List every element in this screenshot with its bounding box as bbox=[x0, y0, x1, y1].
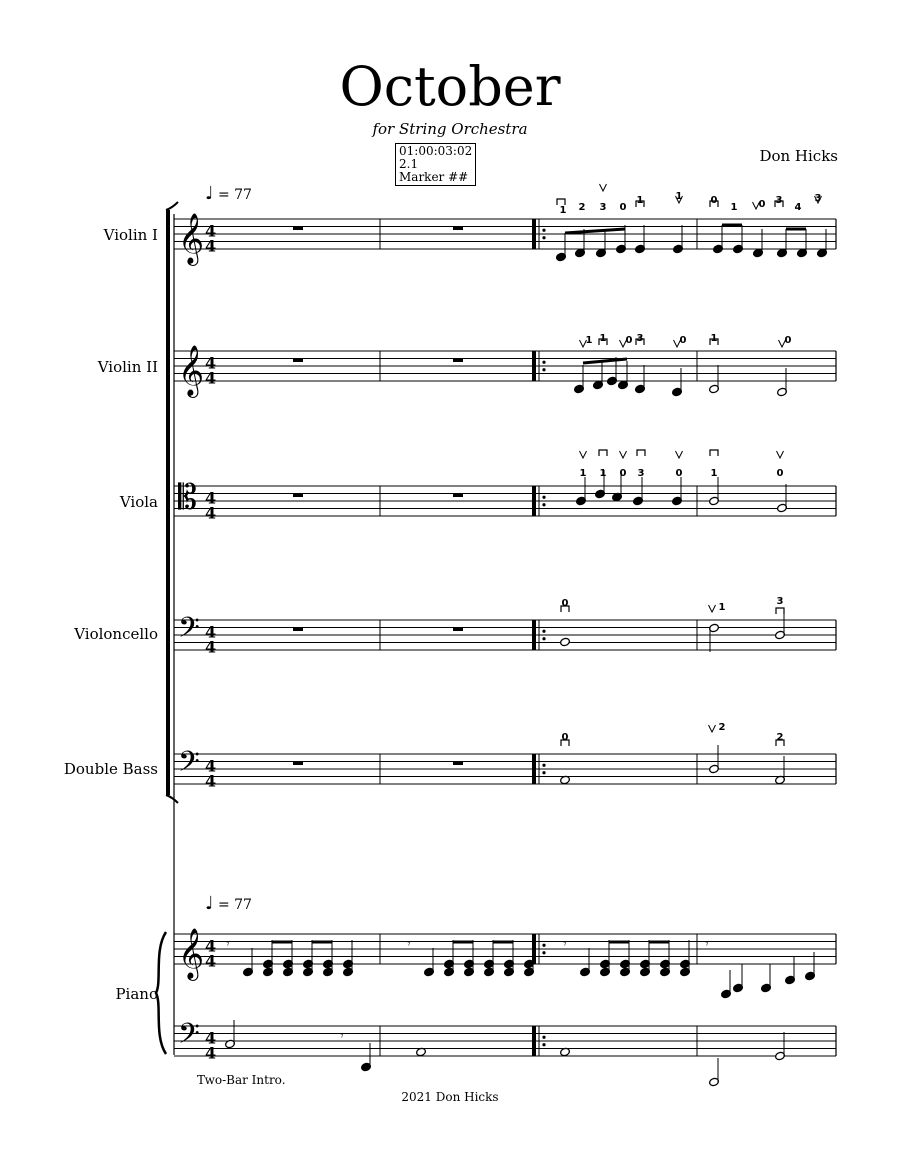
time-signature-top: 4 bbox=[205, 756, 217, 776]
note bbox=[243, 948, 254, 977]
note bbox=[721, 970, 732, 999]
chord-note bbox=[524, 940, 535, 969]
time-signature-top: 4 bbox=[205, 936, 217, 956]
whole-rest bbox=[293, 227, 303, 231]
chord-note bbox=[660, 940, 671, 969]
fingering-label: 2 bbox=[578, 202, 586, 213]
eighth-rest-icon: 𝄾 bbox=[407, 936, 411, 952]
beam bbox=[583, 359, 627, 363]
treble-clef-icon: 𝄞 bbox=[178, 928, 205, 979]
note bbox=[580, 948, 591, 977]
up-bow-icon bbox=[580, 451, 587, 458]
chord-note bbox=[444, 940, 455, 969]
time-signature-bottom: 4 bbox=[205, 637, 217, 657]
instrument-name-violin2: Violin II bbox=[97, 358, 158, 376]
fingering-label: 1 bbox=[730, 202, 738, 213]
up-bow-icon bbox=[709, 725, 716, 732]
note bbox=[424, 948, 435, 977]
time-signature-bottom: 4 bbox=[205, 951, 217, 971]
eighth-rest-icon: 𝄾 bbox=[563, 936, 567, 952]
fingering-label: 1 bbox=[718, 602, 726, 613]
fingering-label: 0 bbox=[561, 732, 569, 743]
down-bow-icon bbox=[710, 450, 718, 456]
fingering-label: 0 bbox=[784, 335, 792, 346]
whole-rest bbox=[453, 628, 463, 632]
repeat-dot bbox=[542, 368, 545, 371]
note bbox=[713, 225, 724, 254]
note bbox=[225, 1020, 236, 1049]
whole-rest bbox=[293, 359, 303, 363]
fingering-label: 1 bbox=[599, 468, 607, 479]
note bbox=[797, 229, 808, 258]
repeat-dot bbox=[542, 496, 545, 499]
chord-note bbox=[303, 940, 314, 969]
marker-timecode: 01:00:03:02 bbox=[399, 144, 473, 158]
note bbox=[785, 956, 796, 985]
instrument-name-viola: Viola bbox=[119, 493, 158, 511]
repeat-dot bbox=[542, 951, 545, 954]
time-signature-top: 4 bbox=[205, 221, 217, 241]
repeat-dot bbox=[542, 637, 545, 640]
repeat-dot bbox=[542, 764, 545, 767]
note bbox=[753, 229, 764, 258]
alto-clef-icon: 𝄡 bbox=[178, 477, 197, 518]
repeat-dot bbox=[542, 1036, 545, 1039]
up-bow-icon bbox=[600, 184, 607, 191]
fingering-label: 3 bbox=[637, 468, 645, 479]
chord-note bbox=[464, 940, 475, 969]
chord-note bbox=[484, 940, 495, 969]
fingering-label: 1 bbox=[710, 468, 718, 479]
whole-rest bbox=[453, 762, 463, 766]
eighth-rest-icon: 𝄾 bbox=[705, 936, 709, 952]
note bbox=[635, 225, 646, 254]
instrument-name-piano: Piano bbox=[115, 985, 158, 1003]
chord-note bbox=[504, 940, 515, 969]
instrument-name-bass: Double Bass bbox=[63, 760, 158, 778]
whole-rest bbox=[453, 359, 463, 363]
note bbox=[733, 225, 744, 254]
note bbox=[733, 964, 744, 993]
instrument-name-violin1: Violin I bbox=[103, 226, 158, 244]
note bbox=[709, 365, 720, 394]
tempo-value: = 77 bbox=[217, 187, 252, 203]
time-signature-bottom: 4 bbox=[205, 503, 217, 523]
intro-annotation: Two-Bar Intro. bbox=[197, 1073, 286, 1087]
repeat-dot bbox=[542, 361, 545, 364]
note bbox=[618, 361, 629, 390]
chord-note bbox=[680, 940, 691, 969]
down-bow-icon bbox=[599, 450, 607, 456]
marker-number: 2.1 bbox=[399, 157, 419, 171]
repeat-dot bbox=[542, 1043, 545, 1046]
composer-name: Don Hicks bbox=[759, 147, 838, 165]
repeat-dot bbox=[542, 236, 545, 239]
up-bow-icon bbox=[777, 451, 784, 458]
fingering-label: 1 bbox=[636, 195, 644, 206]
quarter-note-icon: ♩ bbox=[205, 183, 214, 204]
score-title: October bbox=[339, 55, 561, 118]
repeat-barline bbox=[532, 351, 536, 381]
whole-rest bbox=[453, 227, 463, 231]
chord-note bbox=[343, 940, 354, 969]
note bbox=[709, 477, 720, 506]
note bbox=[574, 365, 585, 394]
up-bow-icon bbox=[620, 451, 627, 458]
eighth-rest-icon: 𝄾 bbox=[226, 936, 230, 952]
chord-note bbox=[640, 940, 651, 969]
repeat-barline bbox=[532, 1026, 536, 1056]
note bbox=[633, 477, 644, 506]
fingering-label: 0 bbox=[675, 468, 683, 479]
fingering-label: 1 bbox=[710, 333, 718, 344]
treble-clef-icon: 𝄞 bbox=[178, 345, 205, 396]
repeat-barline bbox=[532, 219, 536, 249]
time-signature-top: 4 bbox=[205, 1028, 217, 1048]
time-signature-bottom: 4 bbox=[205, 368, 217, 388]
score-subtitle: for String Orchestra bbox=[372, 120, 528, 138]
note bbox=[775, 756, 786, 785]
note bbox=[635, 365, 646, 394]
copyright-notice: 2021 Don Hicks bbox=[401, 1090, 499, 1104]
eighth-rest-icon: 𝄾 bbox=[340, 1028, 344, 1044]
marker-label: Marker ## bbox=[399, 170, 469, 184]
repeat-dot bbox=[542, 630, 545, 633]
fingering-label: 2 bbox=[718, 722, 726, 733]
fingering-label: 3 bbox=[599, 202, 607, 213]
repeat-barline bbox=[532, 620, 536, 650]
fingering-label: 0 bbox=[619, 202, 627, 213]
fingering-label: 1 bbox=[675, 191, 683, 202]
fingering-label: 4 bbox=[794, 202, 802, 213]
chord-note bbox=[323, 940, 334, 969]
time-signature-top: 4 bbox=[205, 353, 217, 373]
repeat-barline bbox=[532, 486, 536, 516]
repeat-dot bbox=[542, 503, 545, 506]
up-bow-icon bbox=[709, 605, 716, 612]
chord-note bbox=[283, 940, 294, 969]
bass-clef-icon: 𝄢 bbox=[178, 745, 200, 786]
note bbox=[560, 637, 571, 646]
note bbox=[672, 368, 683, 397]
time-signature-top: 4 bbox=[205, 622, 217, 642]
note bbox=[709, 623, 720, 652]
note bbox=[761, 964, 772, 993]
fingering-label: 0 bbox=[710, 195, 718, 206]
note bbox=[576, 477, 587, 506]
bass-clef-icon: 𝄢 bbox=[178, 1017, 200, 1058]
fingering-label: 1 bbox=[585, 335, 593, 346]
fingering-label: 3 bbox=[636, 333, 644, 344]
repeat-barline bbox=[532, 754, 536, 784]
note bbox=[593, 361, 604, 390]
note bbox=[709, 745, 720, 774]
beam bbox=[565, 229, 625, 233]
repeat-dot bbox=[542, 944, 545, 947]
down-bow-icon bbox=[637, 450, 645, 456]
fingering-label: 0 bbox=[625, 335, 633, 346]
repeat-dot bbox=[542, 771, 545, 774]
quarter-note-icon: ♩ bbox=[205, 893, 214, 914]
treble-clef-icon: 𝄞 bbox=[178, 213, 205, 264]
chord-note bbox=[620, 940, 631, 969]
fingering-label: 2 bbox=[776, 732, 784, 743]
whole-rest bbox=[453, 494, 463, 498]
note bbox=[673, 225, 684, 254]
fingering-label: 0 bbox=[561, 598, 569, 609]
bass-clef-icon: 𝄢 bbox=[178, 611, 200, 652]
fingering-label: 1 bbox=[559, 205, 567, 216]
whole-rest bbox=[293, 494, 303, 498]
notehead bbox=[560, 637, 571, 646]
fingering-label: 3 bbox=[775, 195, 783, 206]
time-signature-top: 4 bbox=[205, 488, 217, 508]
fingering-label: 0 bbox=[679, 335, 687, 346]
fingering-label: 0 bbox=[776, 468, 784, 479]
note bbox=[556, 233, 567, 262]
note bbox=[777, 484, 788, 513]
repeat-dot bbox=[542, 229, 545, 232]
note bbox=[777, 368, 788, 397]
chord-note bbox=[263, 940, 274, 969]
piano-brace bbox=[156, 932, 166, 1054]
time-signature-bottom: 4 bbox=[205, 236, 217, 256]
note bbox=[709, 1058, 720, 1087]
time-signature-bottom: 4 bbox=[205, 771, 217, 791]
down-bow-icon bbox=[776, 608, 784, 614]
note bbox=[777, 229, 788, 258]
time-signature-bottom: 4 bbox=[205, 1043, 217, 1063]
fingering-label: 3 bbox=[776, 596, 784, 607]
note bbox=[775, 611, 786, 640]
note bbox=[672, 477, 683, 506]
fingering-label: 1 bbox=[579, 468, 587, 479]
instrument-name-cello: Violoncello bbox=[74, 625, 158, 643]
fingering-label: 1 bbox=[599, 333, 607, 344]
fingering-label: 0 bbox=[619, 468, 627, 479]
fingering-label: 3 bbox=[814, 193, 822, 204]
whole-rest bbox=[293, 628, 303, 632]
note bbox=[596, 229, 607, 258]
fingering-label: 0 bbox=[758, 199, 766, 210]
note bbox=[361, 1043, 372, 1072]
note bbox=[817, 229, 828, 258]
tempo-value: = 77 bbox=[217, 897, 252, 913]
chord-note bbox=[600, 940, 611, 969]
up-bow-icon bbox=[676, 451, 683, 458]
note bbox=[775, 1032, 786, 1061]
whole-rest bbox=[293, 762, 303, 766]
